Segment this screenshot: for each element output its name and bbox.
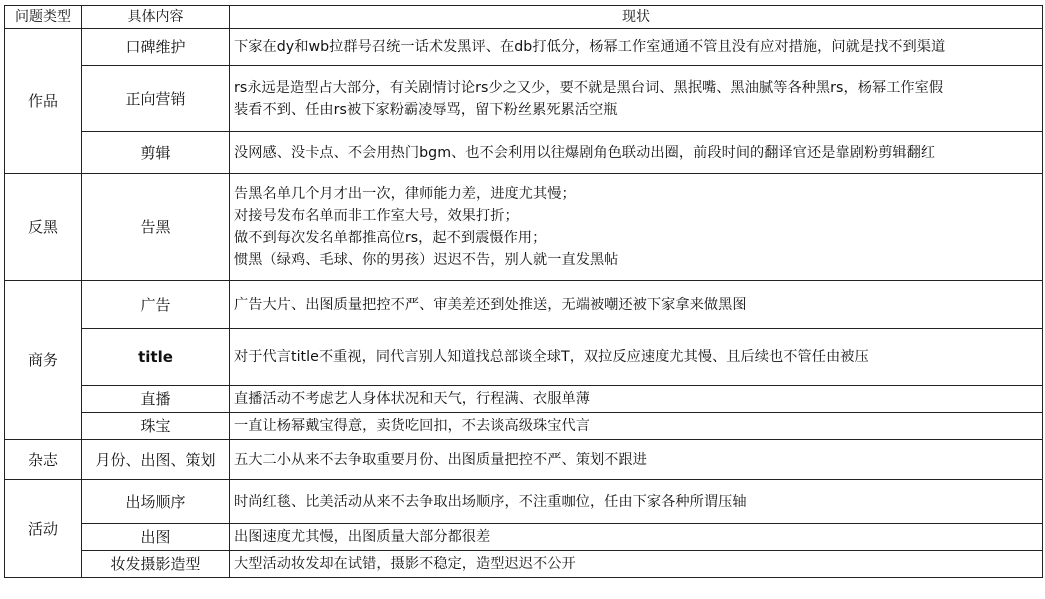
issues-table xyxy=(4,5,1043,578)
category-anti-black: 反黑 xyxy=(5,174,82,281)
table-row xyxy=(5,29,1043,66)
category-magazine: 杂志 xyxy=(5,440,82,480)
status-text: 五大二小从来不去争取重要月份、出图质量把控不严、策划不跟进 xyxy=(230,440,1043,480)
status-text: 大型活动妆发却在试错，摄影不稳定，造型迟迟不公开 xyxy=(230,551,1043,578)
status-text: 时尚红毯、比美活动从来不去争取出场顺序，不注重咖位，任由下家各种所谓压轴 xyxy=(230,480,1043,524)
table-row xyxy=(5,329,1043,386)
sub-livestream: 直播 xyxy=(82,386,230,413)
sub-images: 出图 xyxy=(82,524,230,551)
header-status: 现状 xyxy=(230,6,1043,29)
header-category: 问题类型 xyxy=(5,6,82,29)
sub-positive-marketing: 正向营销 xyxy=(82,66,230,132)
table-row xyxy=(5,480,1043,524)
sub-styling-photo: 妆发摄影造型 xyxy=(82,551,230,578)
category-events: 活动 xyxy=(5,480,82,578)
table-row xyxy=(5,66,1043,132)
sub-report: 告黑 xyxy=(82,174,230,281)
status-text: 直播活动不考虑艺人身体状况和天气，行程满、衣服单薄 xyxy=(230,386,1043,413)
status-text: 对于代言title不重视，同代言别人知道找总部谈全球T，双拉反应速度尤其慢、且后续也不管任由被压 xyxy=(230,329,1043,386)
status-text: 没网感、没卡点、不会用热门bgm、也不会利用以往爆剧角色联动出圈，前段时间的翻译官还是靠剧粉剪辑翻红 xyxy=(230,132,1043,174)
table-row xyxy=(5,413,1043,440)
table-row xyxy=(5,386,1043,413)
table-row xyxy=(5,174,1043,281)
status-text: 广告大片、出图质量把控不严、审美差还到处推送，无端被嘲还被下家拿来做黑图 xyxy=(230,281,1043,329)
sub-title: title xyxy=(82,329,230,386)
status-text: 出图速度尤其慢，出图质量大部分都很差 xyxy=(230,524,1043,551)
status-text: 一直让杨幂戴宝得意，卖货吃回扣，不去谈高级珠宝代言 xyxy=(230,413,1043,440)
status-text: 下家在dy和wb拉群号召统一话术发黑评、在db打低分，杨幂工作室通通不管且没有应对措施，问就是找不到渠道 xyxy=(230,29,1043,66)
category-works: 作品 xyxy=(5,29,82,174)
table-row xyxy=(5,281,1043,329)
sub-reputation: 口碑维护 xyxy=(82,29,230,66)
table-row xyxy=(5,132,1043,174)
category-business: 商务 xyxy=(5,281,82,440)
sub-editing: 剪辑 xyxy=(82,132,230,174)
sub-month-image-plan: 月份、出图、策划 xyxy=(82,440,230,480)
sub-ads: 广告 xyxy=(82,281,230,329)
table-row xyxy=(5,551,1043,578)
table-row xyxy=(5,440,1043,480)
header-row xyxy=(5,6,1043,29)
status-text: 告黑名单几个月才出一次，律师能力差，进度尤其慢； 对接号发布名单而非工作室大号，效果打折； 做不到每次发名单都推高位rs，起不到震慑作用； 惯黑（绿鸡、毛球、你的男孩）迟迟不告，别人就一直发黑帖 xyxy=(230,174,1043,281)
sub-appearance-order: 出场顺序 xyxy=(82,480,230,524)
status-text: rs永远是造型占大部分，有关剧情讨论rs少之又少，要不就是黑台词、黑抿嘴、黑油腻等各种黑rs，杨幂工作室假 装看不到、任由rs被下家粉霸凌辱骂，留下粉丝累死累活空瓶 xyxy=(230,66,1043,132)
header-detail: 具体内容 xyxy=(82,6,230,29)
sub-jewelry: 珠宝 xyxy=(82,413,230,440)
table-row xyxy=(5,524,1043,551)
